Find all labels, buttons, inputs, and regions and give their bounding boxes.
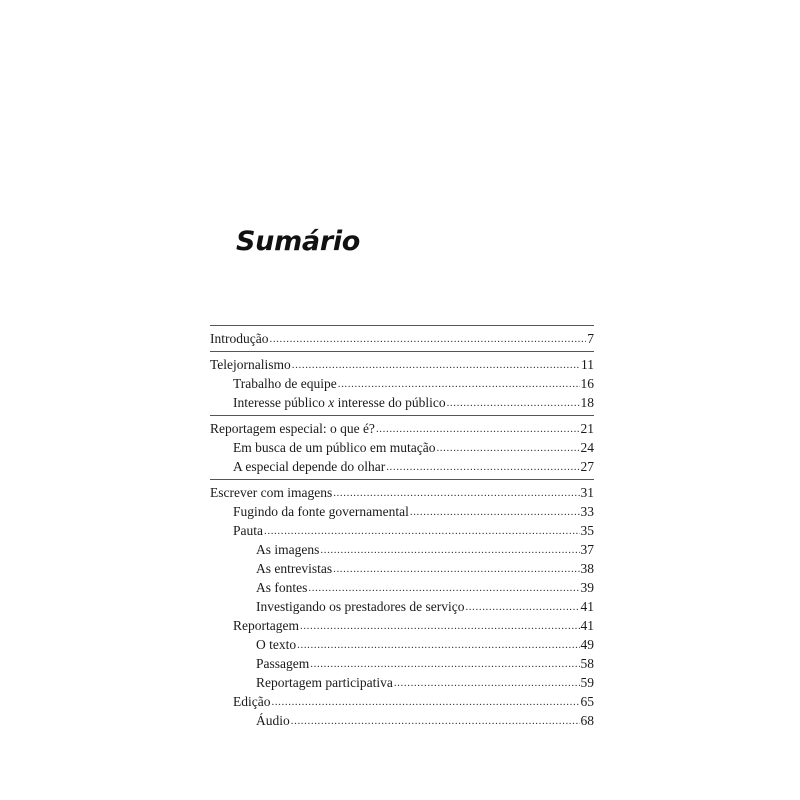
toc-page-number: 33 <box>580 504 594 519</box>
toc-entry[interactable] <box>210 692 594 711</box>
dot-leader <box>271 691 579 712</box>
toc-page-number: 41 <box>580 599 594 614</box>
dot-leader <box>333 558 579 579</box>
toc-page-number: 31 <box>580 485 594 500</box>
toc-page-number: 37 <box>580 542 594 557</box>
toc-entry[interactable] <box>210 654 594 673</box>
toc-entry-label: Fugindo da fonte governamental <box>233 504 409 519</box>
toc-page-number: 58 <box>580 656 594 671</box>
toc-page-number: 11 <box>581 357 594 372</box>
dot-leader <box>465 596 579 617</box>
page-title: Sumário <box>236 226 361 257</box>
label-part: interesse do público <box>334 395 446 410</box>
toc-page-number: 7 <box>587 331 594 346</box>
toc-entry-label: As fontes <box>256 580 308 595</box>
toc-entry[interactable] <box>210 374 594 393</box>
toc-page-number: 21 <box>580 421 594 436</box>
toc-entry-label <box>233 393 446 412</box>
dot-leader <box>310 653 579 674</box>
toc-page-number: 35 <box>580 523 594 538</box>
dot-leader <box>292 354 580 375</box>
toc-entry[interactable] <box>210 578 594 597</box>
toc-page-number: 65 <box>580 694 594 709</box>
dot-leader <box>410 501 580 522</box>
toc-entry-label: As imagens <box>256 542 320 557</box>
toc-page-number: 39 <box>580 580 594 595</box>
toc-entry[interactable] <box>210 673 594 692</box>
toc-entry[interactable] <box>210 521 594 540</box>
dot-leader <box>338 373 580 394</box>
toc-entry-label: Edição <box>233 694 271 709</box>
toc-page-number: 24 <box>580 440 594 455</box>
toc-entry[interactable] <box>210 635 594 654</box>
dot-leader <box>394 672 580 693</box>
toc-entry-label: Introdução <box>210 331 269 346</box>
toc-entry-label: Escrever com imagens <box>210 485 333 500</box>
toc-page-number: 27 <box>580 459 594 474</box>
table-of-contents <box>210 325 594 730</box>
toc-entry[interactable] <box>210 393 594 412</box>
toc-entry-label: Reportagem <box>233 618 299 633</box>
toc-entry-label: Em busca de um público em mutação <box>233 440 436 455</box>
dot-leader <box>308 577 579 598</box>
toc-page-number: 41 <box>580 618 594 633</box>
toc-entry-label: Áudio <box>256 713 290 728</box>
toc-entry-label: A especial depende do olhar <box>233 459 386 474</box>
dot-leader <box>297 634 579 655</box>
dot-leader <box>264 520 580 541</box>
toc-entry[interactable] <box>210 540 594 559</box>
dot-leader <box>320 539 579 560</box>
toc-page-number: 59 <box>580 675 594 690</box>
toc-page-number: 68 <box>580 713 594 728</box>
toc-entry-label: Reportagem participativa <box>256 675 393 690</box>
dot-leader <box>291 710 580 731</box>
dot-leader <box>300 615 580 636</box>
toc-entry[interactable] <box>210 329 594 348</box>
toc-entry[interactable] <box>210 597 594 616</box>
dot-leader <box>436 437 579 458</box>
toc-entry-label: Telejornalismo <box>210 357 291 372</box>
toc-entry[interactable] <box>210 616 594 635</box>
dot-leader <box>447 392 580 413</box>
toc-entry[interactable] <box>210 483 594 502</box>
toc-entry[interactable] <box>210 355 594 374</box>
toc-entry-label: Reportagem especial: o que é? <box>210 421 375 436</box>
dot-leader <box>333 482 579 503</box>
toc-entry[interactable] <box>210 438 594 457</box>
dot-leader <box>376 418 580 439</box>
toc-entry[interactable] <box>210 559 594 578</box>
toc-entry[interactable] <box>210 419 594 438</box>
toc-entry-label: As entrevistas <box>256 561 333 576</box>
toc-entry-label: Trabalho de equipe <box>233 376 337 391</box>
dot-leader <box>386 456 579 477</box>
toc-page-number: 49 <box>580 637 594 652</box>
label-italic-part: x <box>328 395 335 410</box>
toc-entry-label: Passagem <box>256 656 310 671</box>
toc-entry[interactable] <box>210 711 594 730</box>
toc-page-number: 18 <box>580 395 594 410</box>
toc-page-number: 16 <box>580 376 594 391</box>
label-part: Interesse público <box>233 395 329 410</box>
toc-page-number: 38 <box>580 561 594 576</box>
toc-entry-label: Investigando os prestadores de serviço <box>256 599 465 614</box>
toc-entry[interactable] <box>210 457 594 476</box>
toc-entry-label: O texto <box>256 637 297 652</box>
toc-entry[interactable] <box>210 502 594 521</box>
dot-leader <box>269 328 586 349</box>
toc-entry-label: Pauta <box>233 523 263 538</box>
